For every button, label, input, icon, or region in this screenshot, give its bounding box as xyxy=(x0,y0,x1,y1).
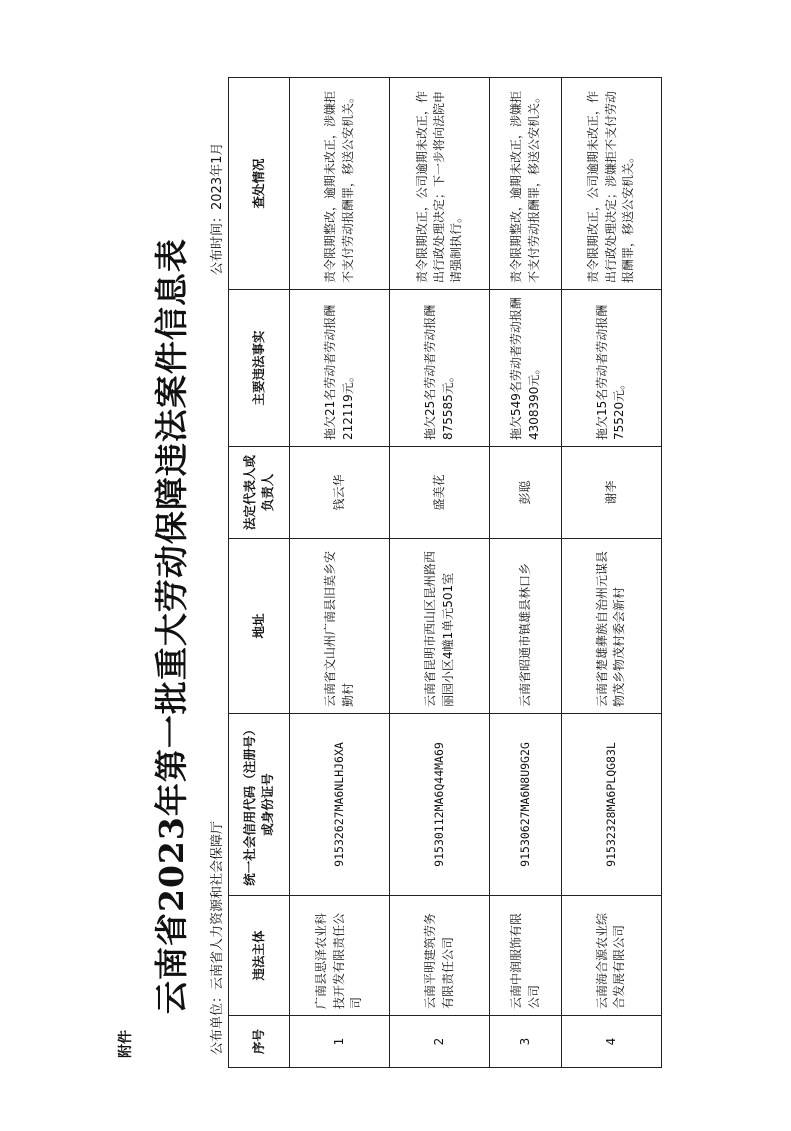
row-entity: 云南海合源农业综合发展有限公司 xyxy=(561,896,661,1016)
row-handling: 责令限期改正，公司逾期未改正，作出行政处理决定；涉嫌拒不支付劳动报酬罪，移送公安机关。 xyxy=(561,78,661,290)
case-table-wrapper xyxy=(228,78,662,1068)
row-address: 云南省昆明市西山区昆州路西丽园小区4幢1单元501室 xyxy=(390,539,490,714)
row-facts: 拖欠25名劳动者劳动报酬875585元。 xyxy=(390,290,490,447)
header-address: 地址 xyxy=(229,539,290,714)
row-no: 3 xyxy=(490,1016,562,1068)
row-handling: 责令限期整改，逾期未改正，涉嫌拒不支付劳动报酬罪，移送公安机关。 xyxy=(490,78,562,290)
row-handling: 责令限期整改，逾期未改正，涉嫌拒不支付劳动报酬罪，移送公安机关。 xyxy=(290,78,390,290)
table-row xyxy=(290,78,390,1068)
row-no: 2 xyxy=(390,1016,490,1068)
row-address: 云南省文山州广南县旧莫乡安勤村 xyxy=(290,539,390,714)
header-legal-rep: 法定代表人或负责人 xyxy=(229,447,290,539)
row-entity: 广南县思泽农业科技开发有限责任公司 xyxy=(290,896,390,1016)
publisher-line: 公布单位：云南省人力资源和社会保障厅 xyxy=(210,820,225,1055)
table-row xyxy=(490,78,562,1068)
row-entity: 云南中润服饰有限公司 xyxy=(490,896,562,1016)
header-entity: 违法主体 xyxy=(229,896,290,1016)
row-facts: 拖欠15名劳动者劳动报酬75520元。 xyxy=(561,290,661,447)
table-row xyxy=(561,78,661,1068)
row-legal-rep: 谢李 xyxy=(561,447,661,539)
row-legal-rep: 钱云华 xyxy=(290,447,390,539)
header-no: 序号 xyxy=(229,1016,290,1068)
header-handling: 查处情况 xyxy=(229,78,290,290)
row-entity: 云南平明建筑劳务有限责任公司 xyxy=(390,896,490,1016)
row-handling: 责令限期改正，公司逾期未改正，作出行政处理决定；下一步将向法院申请强制执行。 xyxy=(390,78,490,290)
header-facts: 主要违法事实 xyxy=(229,290,290,447)
row-no: 4 xyxy=(561,1016,661,1068)
row-code: 91532627MA6NLHJ6XA xyxy=(290,714,390,896)
row-legal-rep: 彭聪 xyxy=(490,447,562,539)
row-facts: 拖欠21名劳动者劳动报酬212119元。 xyxy=(290,290,390,447)
row-no: 1 xyxy=(290,1016,390,1068)
case-table xyxy=(228,77,662,1068)
row-code: 91530112MA6Q44MA69 xyxy=(390,714,490,896)
page-title: 云南省2023年第一批重大劳动保障违法案件信息表 xyxy=(152,238,191,1014)
row-legal-rep: 盛美花 xyxy=(390,447,490,539)
table-header-row xyxy=(229,78,290,1068)
header-code: 统一社会信用代码（注册号）或身份证号 xyxy=(229,714,290,896)
row-code: 91532328MA6PLQG83L xyxy=(561,714,661,896)
annex-label: 附件 xyxy=(118,1030,134,1058)
table-row xyxy=(390,78,490,1068)
publish-time: 公布时间：2023年1月 xyxy=(210,142,225,275)
row-facts: 拖欠549名劳动者劳动报酬4308390元。 xyxy=(490,290,562,447)
row-code: 91530627MA6N8U9G2G xyxy=(490,714,562,896)
row-address: 云南省昭通市镇雄县林口乡 xyxy=(490,539,562,714)
row-address: 云南省楚雄彝族自治州元谋县物茂乡物茂村委会新村 xyxy=(561,539,661,714)
